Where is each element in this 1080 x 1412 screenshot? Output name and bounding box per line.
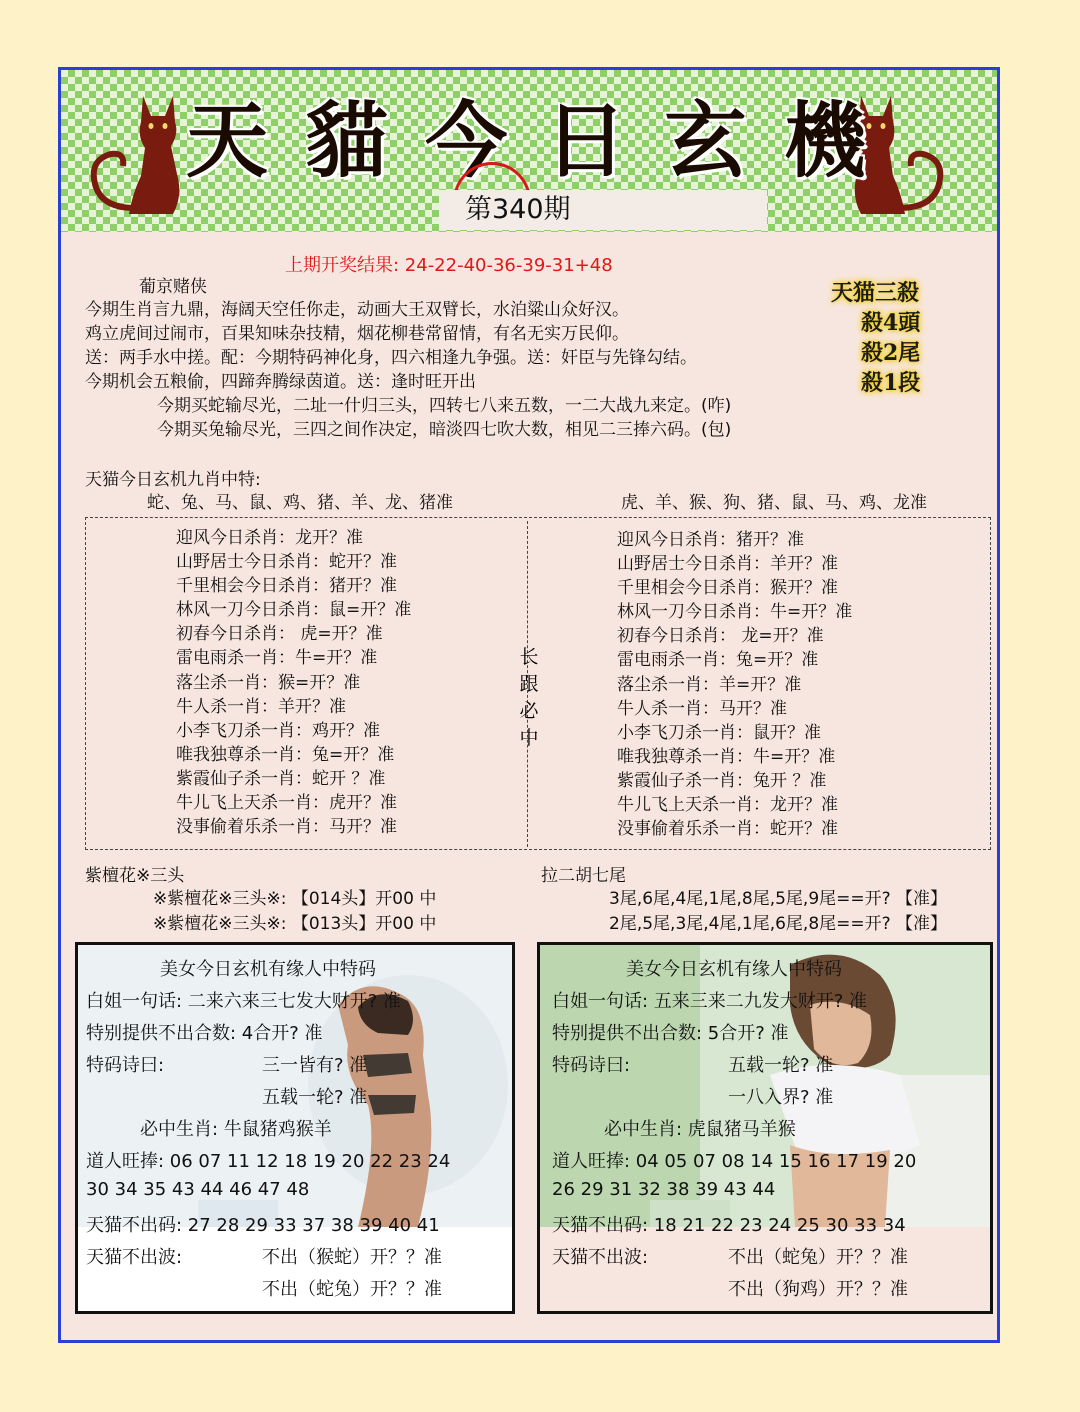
wave-line: 不出（蛇兔）开？？准: [262, 1279, 442, 1300]
daoren-numbers: 30 34 35 43 44 46 47 48: [86, 1179, 310, 1200]
kill-item: 山野居士今日杀肖：羊开？准: [617, 554, 838, 575]
panel-title: 美女今日玄机有缘人中特码: [626, 959, 842, 980]
wave-line: 不出（蛇兔）开？？准: [728, 1247, 908, 1268]
poem-line: 三一皆有? 准: [262, 1055, 368, 1076]
sandalwood-line: ※紫檀花※三头※: 【014头】开00 中: [153, 889, 437, 909]
wave-label: 天猫不出波:: [552, 1247, 649, 1268]
baijie-line: 白姐一句话: 五来三来二九发大财开? 准: [552, 991, 868, 1012]
badge-line: 殺2尾: [861, 340, 921, 366]
daoren-numbers: 26 29 31 32 38 39 43 44: [552, 1179, 776, 1200]
vertical-char: 中: [519, 727, 539, 749]
kill-list-right: [617, 528, 852, 841]
header-banner: [61, 70, 997, 232]
author: 葡京赌侠: [139, 277, 207, 297]
kill-item: 千里相会今日杀肖：猪开？准: [176, 576, 397, 597]
poem-line: 今期买蛇输尽光，二址一什归三头，四转七八来五数，一二大战九来定。(咋): [157, 396, 732, 416]
kill-item: 牛人杀一肖：羊开？准: [176, 696, 346, 717]
kill-item: 初春今日杀肖： 虎=开？准: [176, 624, 383, 645]
no-sum-line: 特别提供不出合数: 4合开? 准: [86, 1023, 323, 1044]
kill-item: 唯我独尊杀一肖：牛=开？准: [617, 746, 836, 767]
poem-line: 今期生肖言九鼎，海阔天空任你走，动画大王双臂长，水泊粱山众好汉。: [85, 300, 629, 320]
vertical-char: 必: [519, 700, 539, 722]
poem-line: 今期买兔输尽光，三四之间作决定，暗淡四七吹大数，相见二三捧六码。(包): [157, 420, 732, 440]
kill-item: 紫霞仙子杀一肖：蛇开 ？准: [176, 768, 386, 789]
kill-item: 小李飞刀杀一肖：鼠开？准: [617, 722, 821, 743]
must-zodiac: 必中生肖: 虎鼠猪马羊猴: [604, 1119, 796, 1140]
kill-item: 没事偷着乐杀一肖：马开？准: [176, 817, 397, 838]
kill-item: 唯我独尊杀一肖：兔=开？准: [176, 744, 395, 765]
kill-item: 雷电雨杀一肖：兔=开？准: [617, 650, 819, 671]
nine-zodiac-left: 蛇、兔、马、鼠、鸡、猪、羊、龙、猪准: [147, 493, 453, 513]
wave-label: 天猫不出波:: [86, 1247, 183, 1268]
panel-title: 美女今日玄机有缘人中特码: [160, 959, 376, 980]
no-sum-line: 特别提供不出合数: 5合开? 准: [552, 1023, 789, 1044]
daoren-numbers: 道人旺捧: 06 07 11 12 18 19 20 22 23 24: [86, 1151, 451, 1172]
kill-item: 初春今日杀肖： 龙=开？准: [617, 626, 824, 647]
poem-line: 五载一轮? 准: [262, 1087, 368, 1108]
last-result: 上期开奖结果: 24-22-40-36-39-31+48: [285, 255, 613, 276]
wave-line: 不出（狗鸡）开？？准: [728, 1279, 908, 1300]
kill-item: 落尘杀一肖：猴=开？准: [176, 672, 361, 693]
issue-number: 第340期: [439, 190, 767, 230]
poem-line: 五载一轮? 准: [728, 1055, 834, 1076]
poem-label: 特码诗曰:: [86, 1055, 165, 1076]
kill-item: 紫霞仙子杀一肖：兔开 ？准: [617, 770, 827, 791]
no-code-line: 天猫不出码: 27 28 29 33 37 38 39 40 41: [86, 1215, 440, 1236]
badge-line: 殺4頭: [861, 310, 921, 336]
title-char: 機: [783, 93, 866, 189]
wave-line: 不出（猴蛇）开？？准: [262, 1247, 442, 1268]
kill-badge: [831, 278, 975, 398]
vertical-char: 长: [519, 646, 539, 668]
poem-line: 送：两手水中搓。配：今期特码神化身，四六相逢九争强。送：奸臣与先锋勾结。: [85, 348, 697, 368]
nine-zodiac-right: 虎、羊、猴、狗、猪、鼠、马、鸡、龙准: [621, 493, 927, 513]
sandalwood-line: ※紫檀花※三头※: 【013头】开00 中: [153, 914, 437, 934]
middle-vertical-text: [516, 644, 542, 752]
no-code-line: 天猫不出码: 18 21 22 23 24 25 30 33 34: [552, 1215, 906, 1236]
sandalwood-title: 紫檀花※三头: [85, 866, 185, 886]
daoren-numbers: 道人旺捧: 04 05 07 08 14 15 16 17 19 20: [552, 1151, 917, 1172]
title-char: 玄: [664, 93, 747, 189]
must-zodiac: 必中生肖: 牛鼠猪鸡猴羊: [140, 1119, 332, 1140]
panel-right: [537, 942, 993, 1314]
poem-line: 鸡立虎间过闹市，百果知味杂技精，烟花柳巷常留情，有名无实万民仰。: [85, 324, 629, 344]
title-char: 貓: [305, 93, 388, 189]
kill-item: 没事偷着乐杀一肖：蛇开？准: [617, 819, 838, 840]
erhu-line: 3尾,6尾,4尾,1尾,8尾,5尾,9尾==开? 【准】: [609, 889, 948, 909]
spacer: [72, 1074, 512, 1075]
kill-item: 牛儿飞上天杀一肖：龙开？准: [617, 795, 838, 816]
title-char: 今: [425, 93, 508, 189]
erhu-line: 2尾,5尾,3尾,4尾,1尾,6尾,8尾==开? 【准】: [609, 914, 948, 934]
poem-label: 特码诗曰:: [552, 1055, 631, 1076]
nine-zodiac-label: 天猫今日玄机九肖中特:: [85, 470, 261, 490]
kill-item: 林风一刀今日杀肖：牛=开？准: [617, 602, 853, 623]
kill-item: 林风一刀今日杀肖：鼠=开？准: [176, 600, 412, 621]
title-char: 日: [544, 93, 627, 189]
badge-line: 天猫三殺: [831, 280, 920, 306]
panel-left: [75, 942, 515, 1314]
kill-item: 雷电雨杀一肖：牛=开？准: [176, 648, 378, 669]
kill-item: 牛人杀一肖：马开？准: [617, 698, 787, 719]
kill-item: 牛儿飞上天杀一肖：虎开？准: [176, 793, 397, 814]
kill-item: 迎风今日杀肖：龙开？准: [176, 528, 363, 548]
kill-item: 迎风今日杀肖：猪开？准: [617, 530, 804, 550]
main-title: [186, 76, 866, 193]
badge-line: 殺1段: [861, 370, 921, 396]
kill-item: 落尘杀一肖：羊=开？准: [617, 674, 802, 695]
poem-line: 今期机会五粮偷，四蹄奔腾绿茵道。送：逢时旺开出: [85, 372, 476, 392]
vertical-char: 跟: [519, 673, 539, 695]
title-char: 天: [186, 93, 269, 189]
poem-line: 一八入界? 准: [728, 1087, 834, 1108]
erhu-title: 拉二胡七尾: [541, 866, 626, 886]
kill-item: 山野居士今日杀肖：蛇开？准: [176, 552, 397, 573]
cat-left-icon: [85, 88, 193, 223]
page-frame: [58, 67, 1000, 1343]
baijie-line: 白姐一句话: 二来六来三七发大财开? 准: [86, 991, 402, 1012]
kill-item: 小李飞刀杀一肖：鸡开？准: [176, 720, 380, 741]
kill-item: 千里相会今日杀肖：猴开？准: [617, 578, 838, 599]
kill-list-left: [176, 526, 411, 839]
